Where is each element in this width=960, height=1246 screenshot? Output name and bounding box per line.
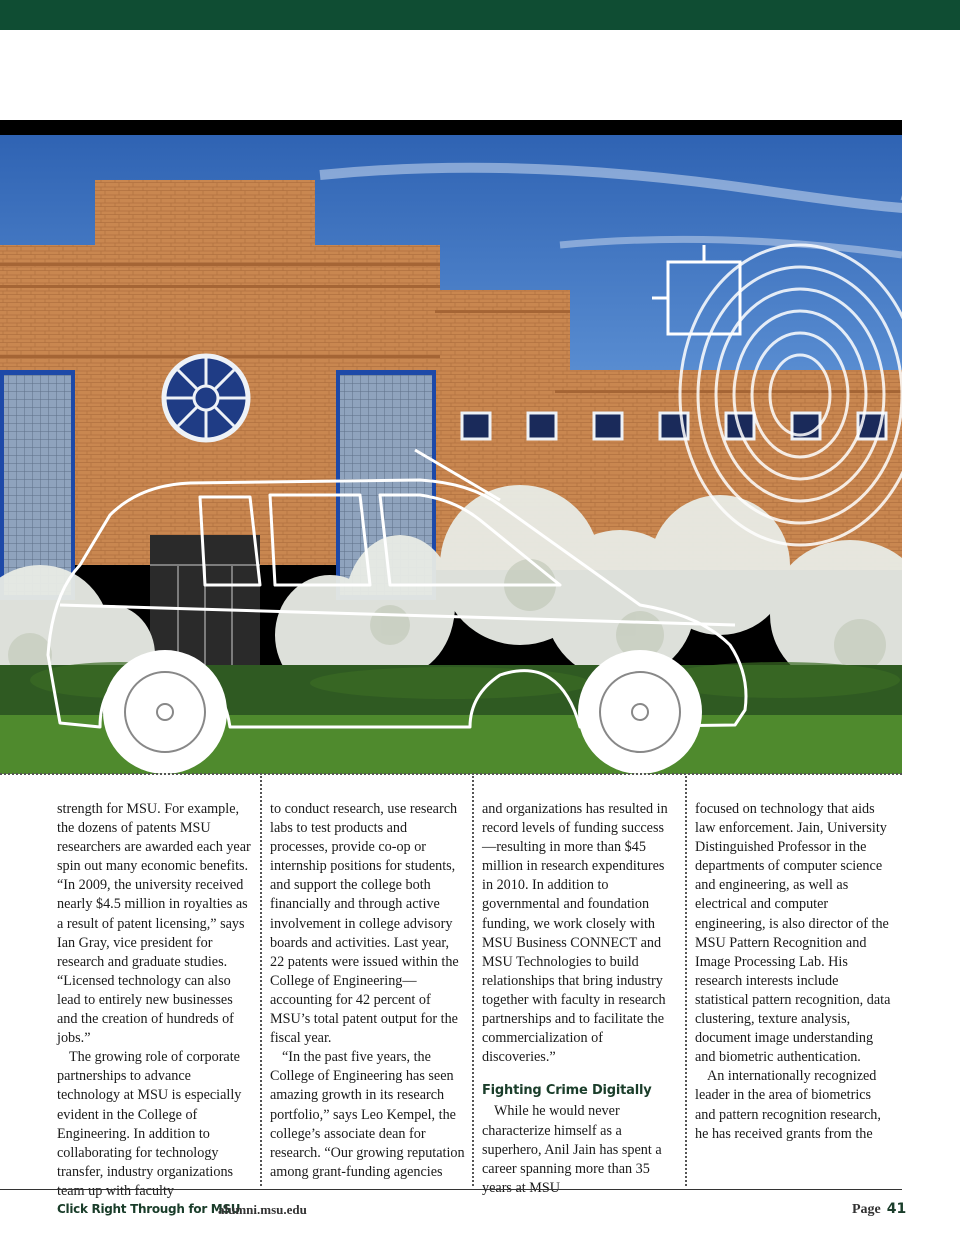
column-divider — [685, 776, 687, 1186]
text-column-2 — [270, 800, 466, 1182]
paragraph: focused on technology that aids law enforcement. Jain, University Distinguished Professor in the departments of computer science and engineering, as well as electrical and computer engineering, is also director of the MSU Pattern Recognition and Image Processing Lab. His research interests include statistical pattern recognition, data clustering, texture analysis, document image understanding and biometric authentication. — [695, 801, 891, 1066]
paragraph: The growing role of corporate partnerships to advance technology at MSU is especially evident in the College of Engineering. In addition to collaborating for technology transfer, industry organizations team up with faculty — [57, 1049, 242, 1199]
column-divider — [260, 776, 262, 1186]
photo-bottom-dotted-rule — [0, 773, 902, 775]
page-label: Page — [852, 1202, 881, 1217]
text-column-1 — [57, 800, 253, 1201]
section-subheading: Fighting Crime Digitally — [482, 1083, 652, 1099]
top-color-bar — [0, 0, 960, 30]
text-column-3 — [482, 800, 678, 1198]
page-number-value: 41 — [886, 1201, 907, 1217]
footer-rule — [0, 1189, 902, 1190]
paragraph: An internationally recognized leader in the area of biometrics and pattern recognition research, he has received grants from the — [695, 1068, 881, 1142]
hero-photo-building-car-fingerprint — [0, 135, 902, 774]
paragraph: strength for MSU. For example, the dozens of patents MSU researchers are awarded each year spin out many economic benefits. “In 2009, the university received nearly $4.5 million in royalties as a result of patent licensing,” says Ian Gray, vice president for research and graduate studies. “Licensed technology can also lead to entirely new businesses and the creation of hundreds of jobs.” — [57, 801, 251, 1047]
paragraph: While he would never characterize himself as a superhero, Anil Jain has spent a career spanning more than 35 years at MSU — [482, 1103, 662, 1196]
page-number — [852, 1201, 906, 1218]
paragraph: “In the past five years, the College of Engineering has seen amazing growth in its research portfolio,” says Leo Kempel, the college’s associate dean for research. “Our growing reputation among grant-funding agencies — [270, 1049, 465, 1180]
footer-tagline: Click Right Through for MSU — [57, 1202, 241, 1216]
paragraph: to conduct research, use research labs to test products and processes, provide co-op or internship positions for students, and support the college both financially and through active involvement in college advisory boards and activities. Last year, 22 patents were issued within the College of Engineering—accounting for 42 percent of MSU’s total patent output for the fiscal year. — [270, 801, 459, 1047]
text-column-4 — [695, 800, 891, 1144]
column-divider — [472, 776, 474, 1186]
paragraph: and organizations has resulted in record levels of funding success—resulting in more than $45 million in research expenditures in 2010. In addition to governmental and foundation funding, we work closely with MSU Business CONNECT and MSU Technologies to build relationships that bring industry together with faculty in research partnerships and to facilitate the commercialization of discoveries.” — [482, 801, 668, 1066]
footer-url-link[interactable]: alumni.msu.edu — [218, 1202, 307, 1217]
